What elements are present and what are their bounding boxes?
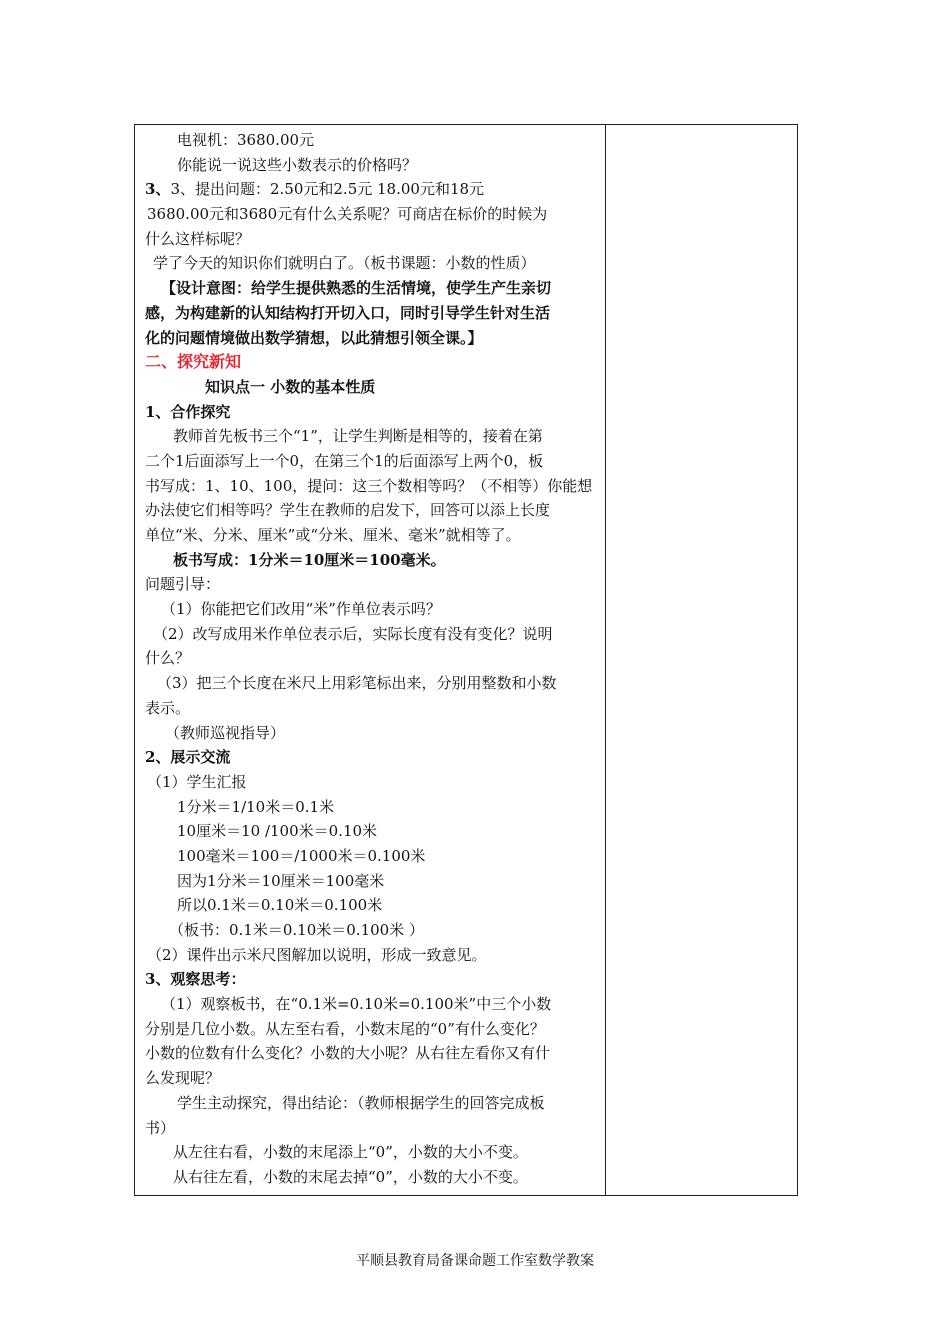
text-line: 书写成：1、10、100，提问：这三个数相等吗？（不相等）你能想 (145, 476, 593, 495)
text-line: 分别是几位小数。从左至右看，小数末尾的“0”有什么变化？ (145, 1019, 545, 1038)
lesson-content (145, 128, 601, 1190)
text-line: 办法使它们相等吗？学生在教师的启发下，回答可以添上长度 (145, 501, 551, 520)
design-intent: 【设计意图：给学生提供熟悉的生活情境，使学生产生亲切 (161, 279, 552, 298)
text-line: 表示。 (145, 698, 191, 717)
design-intent: 化的问题情境做出数学猜想，以此猜想引领全课。】 (145, 328, 483, 347)
lesson-plan-table (134, 124, 798, 1196)
text-line: 1分米＝1/10米＝0.1米 (177, 797, 335, 816)
subheading: 1、合作探究 (145, 402, 231, 421)
text-line: 从左往右看，小数的末尾添上“0”，小数的大小不变。 (173, 1143, 528, 1162)
section-heading: 二、探究新知 (145, 352, 242, 372)
text-line: （1）观察板书，在“0.1米=0.10米=0.100米”中三个小数 (161, 995, 552, 1014)
text-line: 从右往左看，小数的末尾去掉“0”，小数的大小不变。 (173, 1167, 528, 1186)
page-footer: 平顺县教育局备课命题工作室数学教案 (356, 1253, 594, 1269)
text-line: 你能说一说这些小数表示的价格吗？ (177, 155, 418, 174)
text-line: 学了今天的知识你们就明白了。（板书课题：小数的性质） (153, 254, 536, 273)
text-line: （2）课件出示米尺图解加以说明，形成一致意见。 (147, 945, 487, 964)
text-line: （2）改写成用米作单位表示后，实际长度有没有变化？说明 (153, 624, 553, 643)
column-divider (605, 125, 606, 1195)
text-line: 二个1后面添写上一个0，在第三个1的后面添写上两个0，板 (145, 451, 544, 470)
knowledge-point-heading: 知识点一 小数的基本性质 (205, 377, 376, 396)
text-line: 学生主动探究，得出结论：（教师根据学生的回答完成板 (177, 1093, 545, 1112)
text-line: （板书：0.1米＝0.10米＝0.100米 ） (169, 921, 424, 939)
text-line: （3）把三个长度在米尺上用彩笔标出来，分别用整数和小数 (157, 674, 557, 693)
text-line: 小数的位数有什么变化？小数的大小呢？从右往左看你又有什 (145, 1044, 551, 1063)
board-writing: 板书写成：1分米＝10厘米＝100毫米。 (173, 550, 446, 569)
subheading: 2、展示交流 (145, 748, 231, 767)
design-intent: 感，为构建新的认知结构打开切入口，同时引导学生针对生活 (145, 303, 551, 322)
text-line: 书） (145, 1118, 176, 1137)
text-line: 电视机：3680.00元 (177, 131, 315, 149)
text-line: 问题引导： (145, 575, 221, 594)
text-line: （教师巡视指导） (165, 723, 286, 742)
text-line: 3680.00元和3680元有什么关系呢？可商店在标价的时候为 (147, 205, 548, 224)
text-line: 什么这样标呢？ (145, 229, 251, 248)
text-line: 教师首先板书三个“1”，让学生判断是相等的，接着在第 (173, 427, 543, 446)
text-line: 100毫米＝100＝/1000米＝0.100米 (177, 846, 426, 865)
text-line: （1）学生汇报 (147, 772, 247, 791)
text-line: 10厘米＝10 /100米＝0.10米 (177, 822, 378, 841)
text-line: （1）你能把它们改用“米”作单位表示吗？ (161, 600, 441, 619)
text-line: 3、3、提出问题：2.50元和2.5元 18.00元和18元 (145, 180, 485, 199)
subheading: 3、观察思考： (145, 970, 246, 989)
text-line: 么发现呢？ (145, 1069, 221, 1088)
text-line: 单位“米、分米、厘米”或“分米、厘米、毫米”就相等了。 (145, 526, 521, 544)
text-line: 因为1分米＝10厘米＝100毫米 (177, 871, 385, 890)
text-line: 什么？ (145, 649, 191, 668)
text-line: 所以0.1米＝0.10米＝0.100米 (177, 896, 383, 915)
